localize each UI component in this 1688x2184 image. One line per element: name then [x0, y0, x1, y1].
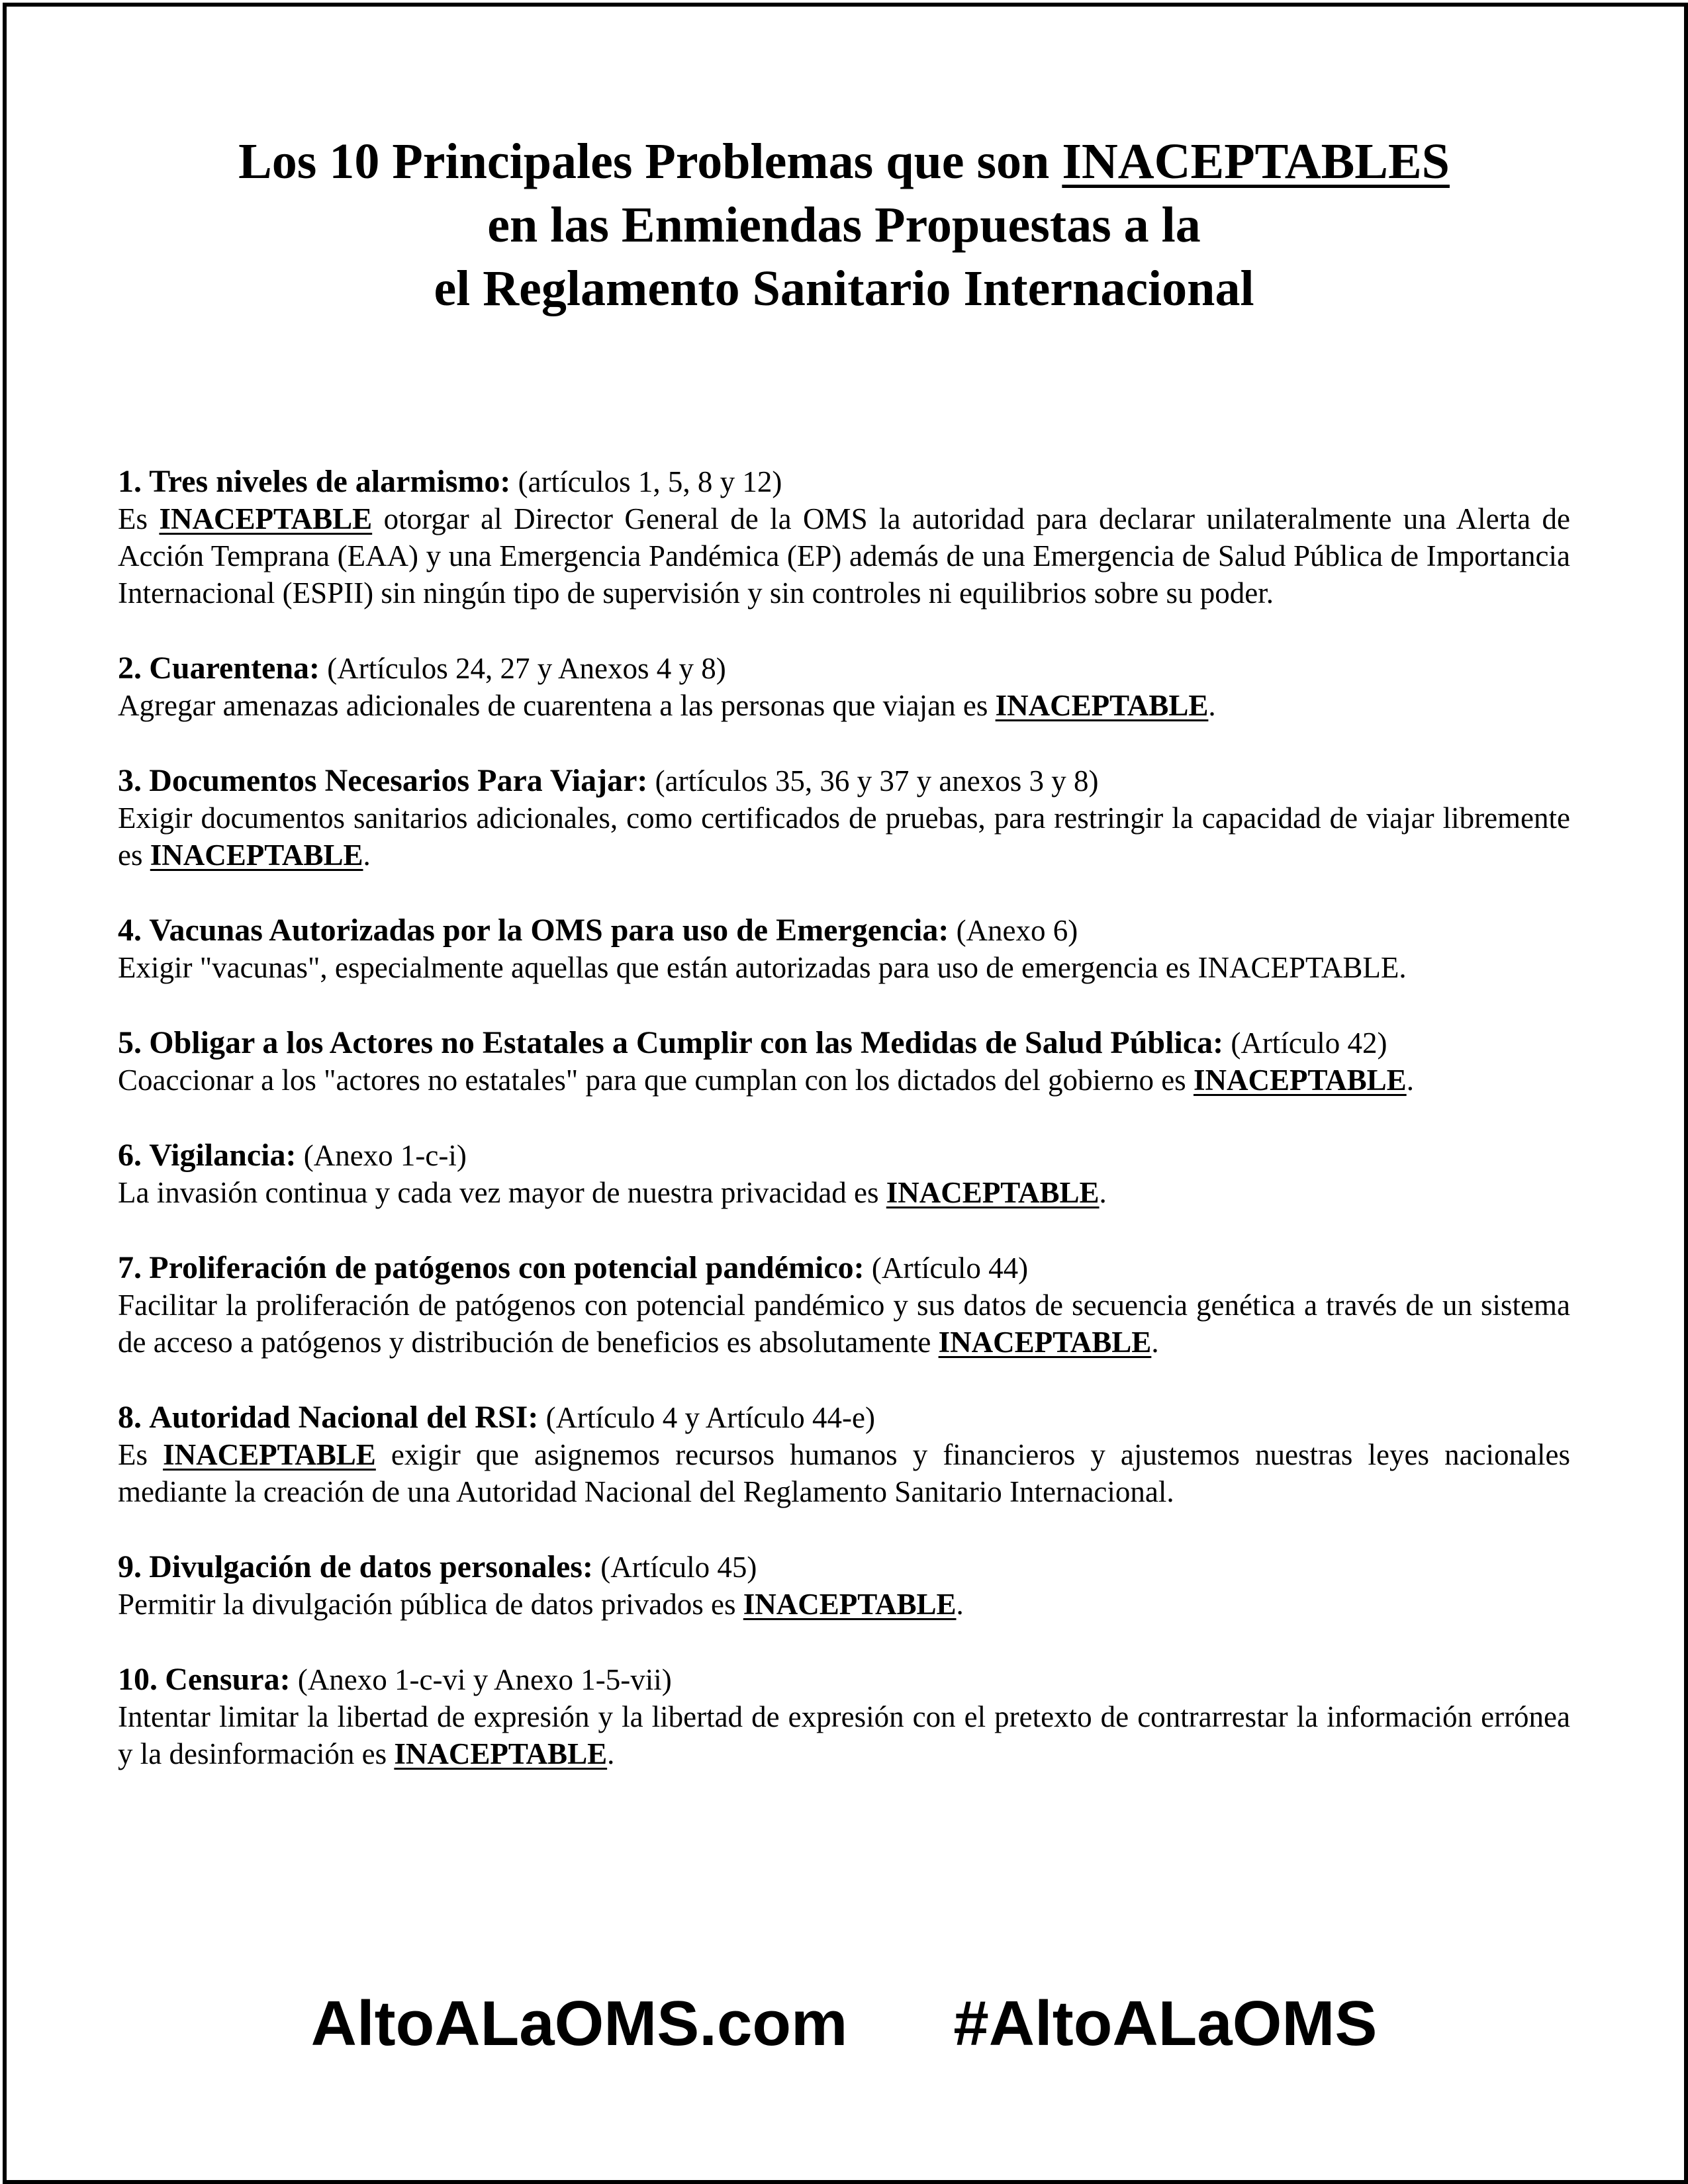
- item-reference: (Anexo 6): [949, 914, 1078, 947]
- desc-text: exigir que asignemos recursos humanos y financieros y ajustemos nuestras leyes nacionales mediante la creación de una Autoridad Nacional del Reglamento Sanitario Internacional.: [118, 1438, 1570, 1508]
- list-item: [118, 1250, 1570, 1361]
- item-heading: [118, 1250, 1570, 1287]
- keyword: INACEPTABLE: [938, 1326, 1152, 1359]
- item-description: [118, 799, 1570, 874]
- item-description: [118, 1436, 1570, 1510]
- item-heading: [118, 912, 1570, 949]
- item-heading: [118, 1399, 1570, 1436]
- item-name: Tres niveles de alarmismo:: [149, 464, 511, 499]
- desc-text: Permitir la divulgación pública de datos privados es: [118, 1588, 743, 1621]
- item-name: Divulgación de datos personales:: [149, 1549, 593, 1584]
- item-name: Censura:: [165, 1662, 291, 1697]
- item-reference: (Anexo 1-c-i): [296, 1139, 467, 1172]
- item-reference: (Artículo 42): [1223, 1026, 1387, 1060]
- item-description: [118, 500, 1570, 612]
- list-item: [118, 1549, 1570, 1623]
- item-number: 6.: [118, 1138, 142, 1173]
- item-heading: [118, 762, 1570, 799]
- item-reference: (artículos 35, 36 y 37 y anexos 3 y 8): [647, 764, 1099, 797]
- list-item: [118, 1137, 1570, 1211]
- desc-text: .: [363, 839, 371, 872]
- list-item: [118, 463, 1570, 612]
- item-name: Documentos Necesarios Para Viajar:: [149, 763, 648, 798]
- item-name: Autoridad Nacional del RSI:: [149, 1400, 539, 1435]
- list-item: [118, 1024, 1570, 1099]
- item-description: [118, 1586, 1570, 1623]
- item-reference: (Artículo 4 y Artículo 44-e): [538, 1401, 875, 1434]
- keyword: INACEPTABLE: [163, 1438, 376, 1471]
- item-heading: [118, 650, 1570, 687]
- desc-text: .: [956, 1588, 964, 1621]
- item-number: 9.: [118, 1549, 142, 1584]
- item-description: [118, 949, 1570, 986]
- item-name: Proliferación de patógenos con potencial pandémico:: [149, 1250, 865, 1285]
- item-reference: (Anexo 1-c-vi y Anexo 1-5-vii): [290, 1663, 672, 1696]
- title-line-1-text: Los 10 Principales Problemas que son: [238, 134, 1062, 189]
- desc-text: Facilitar la proliferación de patógenos con potencial pandémico y sus datos de secuencia genética a través de un sistema de acceso a patógenos y distribución de beneficios es absolutamente: [118, 1289, 1570, 1359]
- keyword: INACEPTABLE: [150, 839, 363, 872]
- desc-text: otorgar al Director General de la OMS la autoridad para declarar unilateralmente una Alerta de Acción Temprana (EAA) y una Emergencia Pandémica (EP) además de una Emergencia de Salud Pública de Importancia Internacional (ESPII) sin ningún tipo de supervisión y sin controles ni equilibrios sobre su poder.: [118, 502, 1570, 610]
- item-heading: [118, 1549, 1570, 1586]
- item-reference: (Artículos 24, 27 y Anexos 4 y 8): [320, 652, 726, 685]
- keyword: INACEPTABLE: [743, 1588, 957, 1621]
- list-item: [118, 1399, 1570, 1510]
- desc-text: Exigir "vacunas", especialmente aquellas que están autorizadas para uso de emergencia es: [118, 951, 1198, 984]
- desc-text: .: [1151, 1326, 1159, 1359]
- item-name: Vacunas Autorizadas por la OMS para uso de Emergencia:: [149, 913, 949, 948]
- item-number: 10.: [118, 1662, 158, 1697]
- item-name: Obligar a los Actores no Estatales a Cumplir con las Medidas de Salud Pública:: [149, 1025, 1224, 1060]
- keyword: INACEPTABLE: [886, 1176, 1100, 1209]
- title-line-2: en las Enmiendas Propuestas a la: [487, 197, 1201, 253]
- item-number: 4.: [118, 913, 142, 948]
- item-name: Vigilancia:: [149, 1138, 297, 1173]
- desc-text: .: [1208, 689, 1216, 722]
- keyword: INACEPTABLE: [159, 502, 373, 535]
- list-item: [118, 1661, 1570, 1772]
- list-item: [118, 762, 1570, 874]
- list-item: [118, 912, 1570, 986]
- item-name: Cuarentena:: [149, 651, 320, 686]
- hashtag: #AltoALaOMS: [953, 1988, 1378, 2059]
- item-number: 3.: [118, 763, 142, 798]
- keyword: INACEPTABLE: [1193, 1064, 1407, 1097]
- item-description: [118, 1287, 1570, 1361]
- keyword: INACEPTABLE: [394, 1737, 608, 1770]
- desc-text: .: [1399, 951, 1407, 984]
- item-number: 7.: [118, 1250, 142, 1285]
- item-number: 1.: [118, 464, 142, 499]
- title-emphasis: INACEPTABLES: [1062, 134, 1450, 189]
- desc-text: Es: [118, 1438, 164, 1471]
- desc-text: Agregar amenazas adicionales de cuarentena a las personas que viajan es: [118, 689, 996, 722]
- item-description: [118, 1062, 1570, 1099]
- item-description: [118, 1698, 1570, 1772]
- desc-text: La invasión continua y cada vez mayor de nuestra privacidad es: [118, 1176, 886, 1209]
- item-heading: [118, 1137, 1570, 1174]
- item-heading: [118, 1661, 1570, 1698]
- desc-text: Coaccionar a los "actores no estatales" para que cumplan con los dictados del gobierno es: [118, 1064, 1194, 1097]
- item-number: 8.: [118, 1400, 142, 1435]
- keyword: INACEPTABLE: [995, 689, 1209, 722]
- item-heading: [118, 1024, 1570, 1062]
- problem-list: [118, 463, 1570, 1811]
- desc-text: Es: [118, 502, 160, 535]
- website-link[interactable]: AltoALaOMS.com: [310, 1988, 848, 2059]
- desc-text: .: [1099, 1176, 1107, 1209]
- item-heading: [118, 463, 1570, 500]
- title-line-3: el Reglamento Sanitario Internacional: [434, 261, 1254, 316]
- desc-text: .: [607, 1737, 615, 1770]
- item-description: [118, 687, 1570, 724]
- item-description: [118, 1174, 1570, 1211]
- footer: [0, 1984, 1688, 2064]
- keyword: INACEPTABLE: [1197, 951, 1399, 984]
- desc-text: Intentar limitar la libertad de expresión y la libertad de expresión con el pretexto de contrarrestar la información errónea y la desinformación es: [118, 1700, 1570, 1770]
- desc-text: .: [1406, 1064, 1414, 1097]
- item-number: 5.: [118, 1025, 142, 1060]
- desc-text: Exigir documentos sanitarios adicionales, como certificados de pruebas, para restringir la capacidad de viajar libremente es: [118, 801, 1570, 872]
- item-reference: (Artículo 44): [864, 1251, 1029, 1285]
- title-line-1: [0, 130, 1688, 193]
- item-reference: (artículos 1, 5, 8 y 12): [510, 465, 782, 498]
- list-item: [118, 650, 1570, 724]
- item-number: 2.: [118, 651, 142, 686]
- item-reference: (Artículo 45): [592, 1551, 757, 1584]
- page-title: [0, 130, 1688, 320]
